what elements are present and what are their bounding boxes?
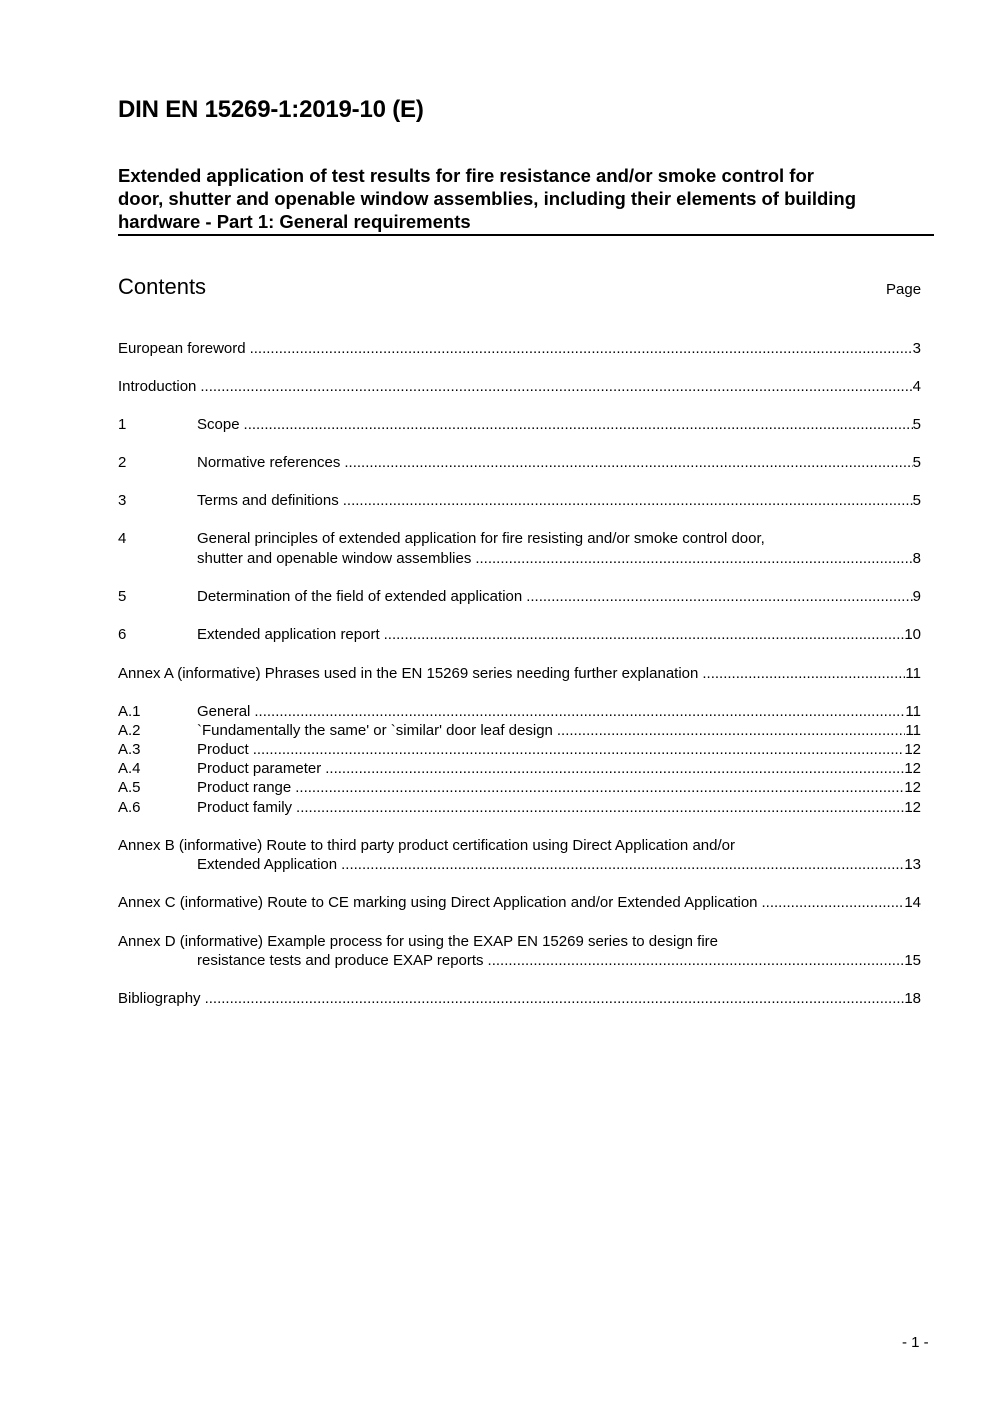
- toc-leader-dots: [488, 951, 905, 970]
- toc-entry-page: 12: [904, 760, 921, 777]
- toc-entry-page: 13: [904, 856, 921, 873]
- toc-leader-dots: [244, 415, 913, 434]
- toc-entry-bibliography[interactable]: [118, 989, 921, 1008]
- toc-entry-label: European foreword: [118, 340, 246, 357]
- toc-entry-annex-a[interactable]: [118, 664, 921, 683]
- toc-entry-annex-c[interactable]: [118, 893, 921, 912]
- toc-entry-a6[interactable]: [118, 798, 921, 817]
- toc-entry-number: 4: [118, 530, 127, 547]
- toc-entry-label: Extended application report: [197, 626, 380, 643]
- toc-entry-a5[interactable]: [118, 778, 921, 797]
- toc-entry-label: Normative references: [197, 454, 341, 471]
- document-title-line: door, shutter and openable window assemblies, including their elements of building: [118, 188, 857, 209]
- toc-entry-a4[interactable]: [118, 759, 921, 778]
- page-column-heading: Page: [886, 281, 922, 298]
- toc-entry-label: Introduction: [118, 378, 197, 395]
- toc-entry-field-of-extended-application[interactable]: [118, 587, 921, 606]
- toc-leader-dots: [526, 587, 912, 606]
- toc-leader-dots: [325, 759, 904, 778]
- toc-entry-label: Extended Application: [197, 856, 338, 873]
- toc-entry-page: 3: [912, 340, 921, 357]
- toc-entry-page: 15: [904, 952, 921, 969]
- toc-leader-dots: [253, 740, 905, 759]
- toc-entry-european-foreword[interactable]: [118, 339, 921, 358]
- toc-leader-dots: [205, 989, 905, 1008]
- toc-entry-page: 5: [912, 492, 921, 509]
- toc-entry-page: 9: [912, 588, 921, 605]
- toc-leader-dots: [702, 664, 905, 683]
- toc-entry-label: Determination of the field of extended application: [197, 588, 523, 605]
- toc-entry-label: Bibliography: [118, 990, 201, 1007]
- toc-entry-label: Annex C (informative) Route to CE marking using Direct Application and/or Extended Application: [118, 894, 758, 911]
- toc-entry-page: 4: [912, 378, 921, 395]
- toc-entry-page: 12: [904, 779, 921, 796]
- document-title: [118, 164, 934, 236]
- toc-leader-dots: [341, 855, 904, 874]
- toc-entry-label: `Fundamentally the same' or `similar' door leaf design: [197, 722, 553, 739]
- toc-entry-label: resistance tests and produce EXAP reports: [197, 952, 484, 969]
- toc-entry-label: General principles of extended application for fire resisting and/or smoke control door,: [197, 530, 765, 547]
- toc-entry-normative-references[interactable]: [118, 453, 921, 472]
- toc-leader-dots: [296, 798, 904, 817]
- toc-leader-dots: [295, 778, 904, 797]
- toc-leader-dots: [762, 893, 905, 912]
- toc-entry-label: shutter and openable window assemblies: [197, 550, 472, 567]
- toc-entry-label: Annex B (informative) Route to third party product certification using Direct Application and/or: [118, 837, 735, 854]
- toc-entry-number: 5: [118, 588, 127, 605]
- toc-entry-page: 18: [904, 990, 921, 1007]
- toc-leader-dots: [475, 549, 912, 568]
- toc-entry-general-principles[interactable]: [197, 549, 921, 568]
- toc-entry-number: A.2: [118, 722, 141, 739]
- toc-entry-annex-d[interactable]: [197, 951, 921, 970]
- toc-leader-dots: [344, 453, 912, 472]
- toc-entry-annex-b[interactable]: [197, 855, 921, 874]
- toc-entry-general-principles-line1[interactable]: [118, 529, 765, 548]
- toc-entry-page: 5: [912, 416, 921, 433]
- toc-entry-label: Product family: [197, 799, 293, 816]
- toc-entry-annex-b-line1[interactable]: [118, 836, 735, 855]
- toc-entry-extended-application-report[interactable]: [118, 625, 921, 644]
- toc-entry-a2[interactable]: [118, 721, 921, 740]
- toc-leader-dots: [200, 377, 912, 396]
- toc-entry-label: Scope: [197, 416, 240, 433]
- toc-entry-label: Product: [197, 741, 249, 758]
- toc-entry-a3[interactable]: [118, 740, 921, 759]
- toc-leader-dots: [343, 491, 913, 510]
- toc-leader-dots: [384, 625, 905, 644]
- toc-entry-number: A.3: [118, 741, 141, 758]
- toc-entry-page: 12: [904, 799, 921, 816]
- document-id: DIN EN 15269-1:2019-10 (E): [118, 96, 424, 123]
- toc-entry-page: 11: [905, 722, 921, 739]
- document-title-line: hardware - Part 1: General requirements: [118, 211, 471, 232]
- toc-entry-number: 2: [118, 454, 127, 471]
- toc-entry-page: 11: [905, 703, 921, 720]
- toc-entry-label: Annex D (informative) Example process for using the EXAP EN 15269 series to design fire: [118, 933, 719, 950]
- toc-leader-dots: [254, 702, 905, 721]
- page-number: - 1 -: [902, 1334, 929, 1351]
- toc-entry-label: Product range: [197, 779, 292, 796]
- document-title-line: Extended application of test results for fire resistance and/or smoke control for: [118, 165, 814, 186]
- toc-leader-dots: [557, 721, 906, 740]
- toc-entry-number: A.5: [118, 779, 141, 796]
- toc-entry-number: 6: [118, 626, 127, 643]
- toc-entry-number: 3: [118, 492, 127, 509]
- toc-entry-label: Annex A (informative) Phrases used in the EN 15269 series needing further explanation: [118, 665, 699, 682]
- toc-entry-terms-definitions[interactable]: [118, 491, 921, 510]
- toc-entry-page: 8: [912, 550, 921, 567]
- toc-entry-page: 5: [912, 454, 921, 471]
- toc-entry-label: General: [197, 703, 251, 720]
- toc-entry-label: Product parameter: [197, 760, 322, 777]
- toc-entry-page: 11: [905, 665, 921, 682]
- contents-heading: Contents: [118, 274, 207, 299]
- toc-entry-introduction[interactable]: [118, 377, 921, 396]
- toc-entry-label: Terms and definitions: [197, 492, 339, 509]
- toc-entry-scope[interactable]: [118, 415, 921, 434]
- toc-entry-page: 14: [904, 894, 921, 911]
- toc-entry-page: 10: [904, 626, 921, 643]
- toc-entry-number: A.4: [118, 760, 141, 777]
- toc-entry-number: 1: [118, 416, 127, 433]
- toc-entry-number: A.1: [118, 703, 141, 720]
- toc-entry-number: A.6: [118, 799, 141, 816]
- toc-entry-annex-d-line1[interactable]: [118, 932, 718, 951]
- toc-leader-dots: [250, 339, 913, 358]
- toc-entry-page: 12: [904, 741, 921, 758]
- toc-entry-a1[interactable]: [118, 702, 921, 721]
